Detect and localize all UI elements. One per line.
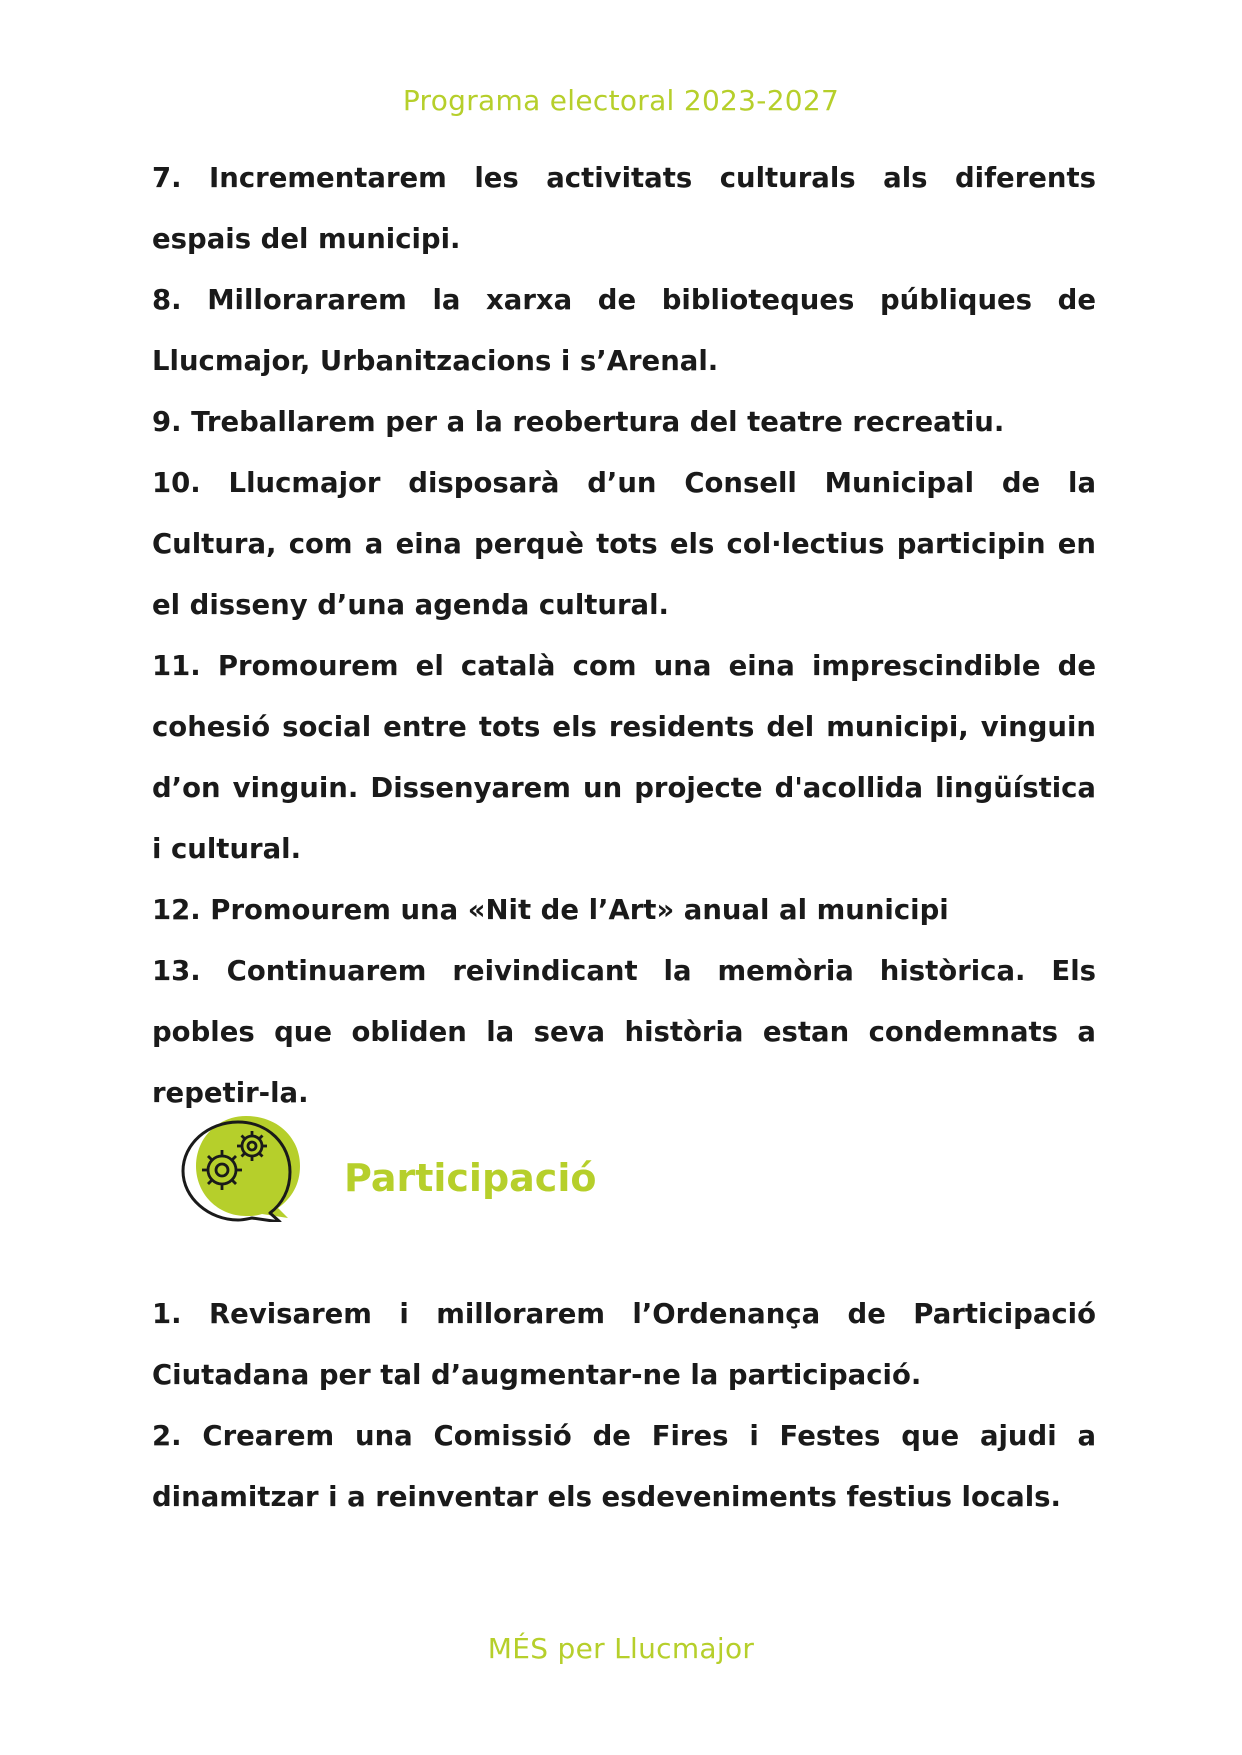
- section-title: Participació: [344, 1156, 597, 1200]
- list-item: 1. Revisarem i millorarem l’Ordenança de Participació Ciutadana per tal d’augmentar-ne la participació.: [152, 1298, 1096, 1391]
- list-item: 11. Promourem el català com una eina imprescindible de cohesió social entre tots els residents del municipi, vinguin d’on vinguin. Dissenyarem un projecte d'acollida lingüística i cultural.: [152, 650, 1096, 865]
- list-item: 2. Crearem una Comissió de Fires i Festes que ajudi a dinamitzar i a reinventar els esdeveniments festius locals.: [152, 1420, 1096, 1513]
- section-heading-participacio: [178, 1110, 878, 1240]
- page-footer: MÉS per Llucmajor: [487, 1632, 755, 1665]
- list-item: 10. Llucmajor disposarà d’un Consell Municipal de la Cultura, com a eina perquè tots els col·lectius participin en el disseny d’una agenda cultural.: [152, 467, 1096, 621]
- page-header: Programa electoral 2023-2027: [402, 84, 840, 117]
- participation-proposals-list: [152, 1284, 1096, 1528]
- list-item: 13. Continuarem reivindicant la memòria històrica. Els pobles que obliden la seva història estan condemnats a repetir-la.: [152, 955, 1096, 1109]
- list-item: 8. Millorararem la xarxa de biblioteques públiques de Llucmajor, Urbanitzacions i s’Arenal.: [152, 284, 1096, 377]
- list-item: 9. Treballarem per a la reobertura del teatre recreatiu.: [152, 406, 1005, 438]
- list-item: 12. Promourem una «Nit de l’Art» anual al municipi: [152, 894, 949, 926]
- gears-speech-bubble-icon: [178, 1110, 308, 1222]
- list-item: 7. Incrementarem les activitats culturals als diferents espais del municipi.: [152, 162, 1096, 255]
- culture-proposals-list: [152, 148, 1096, 1124]
